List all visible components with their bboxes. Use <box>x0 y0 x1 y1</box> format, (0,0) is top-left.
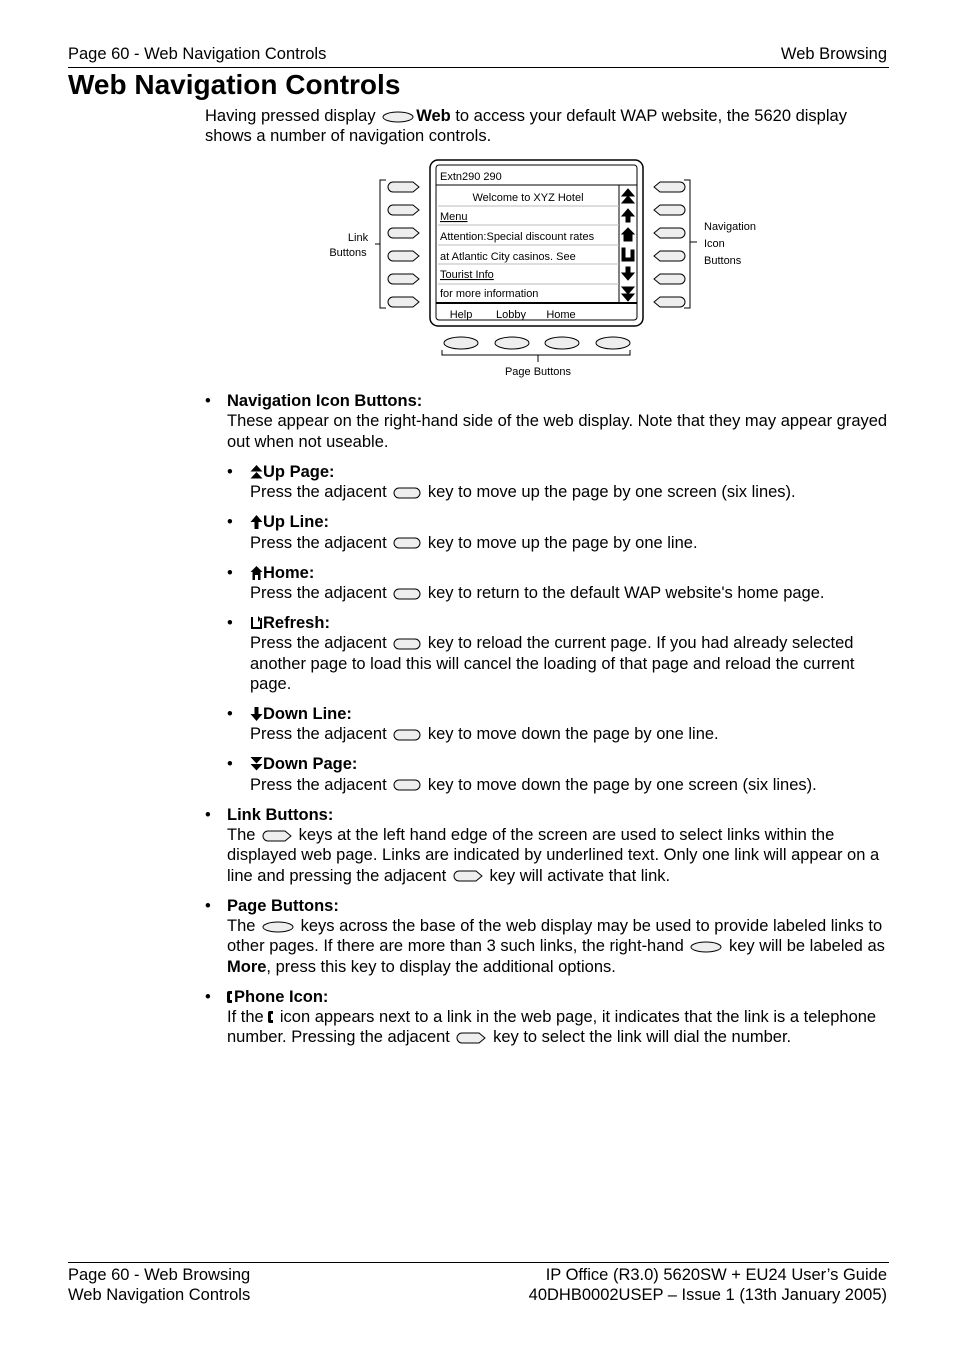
up-page-text-before: Press the adjacent <box>250 483 387 502</box>
down-line-item <box>227 704 895 745</box>
display-key-icon <box>382 111 414 123</box>
footer-left <box>68 1265 250 1306</box>
page-buttons-text-2: keys across the base of the web display may be used to provide labeled links to other pages. If there are more than 3 such links, the right-hand <box>227 917 883 956</box>
up-line-icon <box>250 515 263 529</box>
home-text-before: Press the adjacent <box>250 583 387 602</box>
footer-right-line-1: IP Office (R3.0) 5620SW + EU24 User’s Guide <box>545 1266 887 1284</box>
page-buttons-text-4: , press this key to display the additional options. <box>266 957 616 976</box>
page-key-1 <box>444 337 478 349</box>
refresh-heading: Refresh: <box>263 614 330 633</box>
side-key-icon <box>393 638 421 650</box>
home-heading: Home: <box>263 563 315 582</box>
footer-right-line-2: 40DHB0002USEP – Issue 1 (13th January 2005) <box>528 1286 887 1305</box>
up-page-item <box>227 462 895 503</box>
link-buttons-label-1: Link <box>347 232 369 244</box>
screen-line-5: at Atlantic City casinos. See <box>440 251 576 263</box>
nav-icons-heading: Navigation Icon Buttons: <box>227 392 423 410</box>
link-key-icon <box>262 830 292 842</box>
page-buttons-heading: Page Buttons: <box>227 896 339 915</box>
nav-key-2 <box>654 205 685 215</box>
down-page-heading: Down Page: <box>263 755 358 774</box>
down-page-text-after: key to move down the page by one screen (six lines). <box>427 775 817 794</box>
link-buttons-heading: Link Buttons: <box>227 805 334 824</box>
page-buttons-text-3: key will be labeled as <box>728 937 885 956</box>
screen-line-1: Extn290 290 <box>440 171 502 183</box>
screen-line-3: Menu <box>440 211 468 223</box>
down-page-icon <box>250 757 263 771</box>
side-key-icon <box>393 729 421 741</box>
link-key-1 <box>388 182 419 192</box>
footer-left-line-1: Page 60 - Web Browsing <box>68 1266 251 1284</box>
intro-paragraph <box>205 106 875 147</box>
link-key-5 <box>388 274 419 284</box>
nav-key-6 <box>654 297 685 307</box>
refresh-text-before: Press the adjacent <box>250 634 387 653</box>
softkey-label-help: Help <box>449 309 473 321</box>
page-key-2 <box>495 337 529 349</box>
page-buttons-text-1: The <box>227 917 256 936</box>
page-buttons-section <box>205 896 895 977</box>
screen-line-7: for more information <box>440 288 539 300</box>
refresh-text-after: key to reload the current page. If you had already selected another page to load this will cancel the loading of that page and reload the current page. <box>250 634 855 693</box>
link-buttons-section <box>205 805 895 886</box>
down-page-item <box>227 754 895 795</box>
link-key-2 <box>388 205 419 215</box>
nav-label-1: Navigation <box>704 221 756 233</box>
page-title: Web Navigation Controls <box>68 69 401 100</box>
home-text-after: key to return to the default WAP website's home page. <box>427 583 825 602</box>
link-buttons-text-1: The <box>227 826 256 845</box>
nav-key-4 <box>654 251 685 261</box>
screen-line-6: Tourist Info <box>440 269 494 281</box>
home-icon <box>250 566 263 580</box>
page-key-icon <box>262 921 294 933</box>
intro-text-before: Having pressed display <box>205 107 376 125</box>
side-key-icon <box>393 779 421 791</box>
refresh-icon <box>250 616 263 630</box>
nav-label-2: Icon <box>704 238 725 250</box>
side-key-icon <box>393 537 421 549</box>
down-line-text-before: Press the adjacent <box>250 725 387 744</box>
nav-icon-buttons-section <box>205 391 895 795</box>
up-line-text-before: Press the adjacent <box>250 533 387 552</box>
nav-icons-sublist <box>227 462 895 795</box>
refresh-item <box>227 613 895 694</box>
down-line-heading: Down Line: <box>263 705 352 724</box>
phone-icon-heading: Phone Icon: <box>234 987 329 1006</box>
up-page-heading: Up Page: <box>263 462 335 481</box>
page-key-icon <box>690 941 722 953</box>
footer-rule <box>68 1262 889 1263</box>
more-label: More <box>227 957 267 976</box>
controls-list <box>205 391 895 1057</box>
softkey-label-lobby: Lobby <box>496 309 526 321</box>
up-page-text-after: key to move up the page by one screen (six lines). <box>427 483 796 502</box>
softkey-label-home: Home <box>546 309 576 321</box>
phone-icon-text-3: key to select the link will dial the number. <box>493 1028 792 1047</box>
nav-icons-text: These appear on the right-hand side of the web display. Note that they may appear grayed out when not useable. <box>227 412 888 451</box>
page-key-4 <box>596 337 630 349</box>
down-line-text-after: key to move down the page by one line. <box>427 725 719 744</box>
link-key-3 <box>388 228 419 238</box>
screen-line-2: Welcome to XYZ Hotel <box>472 192 584 204</box>
side-key-icon <box>393 487 421 499</box>
link-buttons-label-2: Buttons <box>329 247 367 259</box>
link-key-icon <box>453 870 483 882</box>
link-buttons-text-3: key will activate that link. <box>489 866 671 885</box>
up-line-heading: Up Line: <box>263 513 329 532</box>
phone-icon-text-1: If the <box>227 1008 264 1027</box>
nav-key-5 <box>654 274 685 284</box>
up-line-text-after: key to move up the page by one line. <box>427 533 698 552</box>
intro-web-label: Web <box>416 107 451 125</box>
phone-icon-section <box>205 987 895 1048</box>
phone-icon <box>227 990 234 1004</box>
side-key-icon <box>393 588 421 600</box>
running-header-left: Page 60 - Web Navigation Controls <box>68 45 327 63</box>
screen-line-4: Attention:Special discount rates <box>440 231 595 243</box>
phone-display-diagram <box>320 156 770 381</box>
phone-icon-text-2: icon appears next to a link in the web page, it indicates that the link is a telephone number. Pressing the adjacent <box>227 1008 877 1047</box>
footer-left-line-2: Web Navigation Controls <box>68 1286 251 1305</box>
link-key-4 <box>388 251 419 261</box>
link-key-icon <box>456 1032 486 1044</box>
page-key-3 <box>545 337 579 349</box>
footer-right <box>529 1265 887 1306</box>
nav-label-3: Buttons <box>704 255 742 267</box>
nav-key-1 <box>654 182 685 192</box>
link-buttons-text-2: keys at the left hand edge of the screen are used to select links within the displayed web page. Links are indicated by underlined text. Only one link will appear on a line and pressing the adjacent <box>227 826 880 885</box>
intro-text-after: to access your default WAP website, the 5620 display shows a number of navigation controls. <box>205 107 847 146</box>
phone-icon <box>268 1010 275 1024</box>
down-line-icon <box>250 707 263 721</box>
up-line-item <box>227 512 895 553</box>
running-header-right: Web Browsing <box>780 45 887 63</box>
link-key-6 <box>388 297 419 307</box>
page-buttons-label: Page Buttons <box>504 366 572 378</box>
up-page-icon <box>250 465 263 479</box>
home-item <box>227 563 895 604</box>
down-page-text-before: Press the adjacent <box>250 775 387 794</box>
nav-key-3 <box>654 228 685 238</box>
